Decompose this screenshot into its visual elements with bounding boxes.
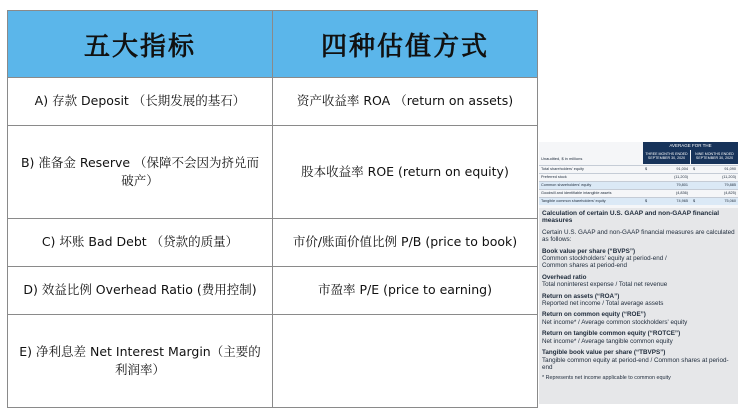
dollar-sign: $ bbox=[645, 167, 648, 171]
nine-month-value: 75,060 bbox=[724, 199, 736, 203]
dollar-sign: $ bbox=[645, 199, 648, 203]
row-label: Common shareholders' equity bbox=[541, 183, 592, 187]
valuation-cell: 股本收益率 ROE (return on equity) bbox=[273, 125, 538, 218]
dollar-sign: $ bbox=[693, 167, 696, 171]
indicator-cell: E) 净利息差 Net Interest Margin（主要的利润率） bbox=[8, 314, 273, 407]
measure-bvps bbox=[542, 248, 736, 270]
row-label: Preferred stock bbox=[541, 175, 567, 179]
three-month-value: (11,203) bbox=[674, 175, 688, 179]
three-months-header: THREE MONTHS ENDED SEPTEMBER 30, 2020 bbox=[643, 150, 690, 164]
unaudited-label: Unaudited, $ in millions bbox=[541, 156, 583, 161]
measure-roa bbox=[542, 293, 736, 308]
measure-formula-line: Reported net income / Total average assets bbox=[542, 300, 664, 308]
measure-roe bbox=[542, 311, 736, 326]
summary-row bbox=[539, 181, 738, 189]
row-label: Goodwill and identifiable intangible assets bbox=[541, 191, 612, 195]
measure-name: Overhead ratio bbox=[542, 273, 587, 281]
valuation-cell: 市盈率 P/E (price to earning) bbox=[273, 266, 538, 314]
three-month-value: 79,801 bbox=[676, 183, 688, 187]
financial-measures-panel bbox=[539, 142, 738, 404]
summary-row bbox=[539, 165, 738, 173]
measures-text bbox=[542, 210, 736, 383]
measure-name: Tangible book value per share (“TBVPS”) bbox=[542, 349, 666, 357]
nine-months-header: NINE MONTHS ENDED SEPTEMBER 30, 2020 bbox=[691, 150, 738, 164]
measure-formula-line: Net income* / Average common stockholders' equity bbox=[542, 318, 688, 326]
table-row bbox=[8, 314, 538, 407]
nine-month-value: (11,203) bbox=[722, 175, 736, 179]
measures-footnote: * Represents net income applicable to common equity bbox=[542, 375, 671, 382]
table-header-row bbox=[8, 11, 538, 78]
average-header: AVERAGE FOR THE bbox=[643, 142, 738, 150]
measure-name: Return on assets (“ROA”) bbox=[542, 292, 620, 300]
three-month-value: 91,004 bbox=[676, 167, 688, 171]
summary-row bbox=[539, 173, 738, 181]
measure-name: Return on common equity (“ROE”) bbox=[542, 311, 646, 319]
table-row bbox=[8, 266, 538, 314]
indicator-table bbox=[7, 10, 538, 408]
indicator-cell: A) 存款 Deposit （长期发展的基石） bbox=[8, 78, 273, 126]
three-month-value: (4,836) bbox=[675, 191, 688, 195]
table-row bbox=[8, 78, 538, 126]
table-row bbox=[8, 125, 538, 218]
equity-summary-table bbox=[539, 142, 738, 208]
measure-name: Book value per share (“BVPS”) bbox=[542, 247, 636, 255]
valuation-cell bbox=[273, 314, 538, 407]
three-month-value: 74,965 bbox=[676, 199, 688, 203]
nine-month-value: 79,885 bbox=[724, 183, 736, 187]
indicator-cell: C) 坏账 Bad Debt （贷款的质量） bbox=[8, 219, 273, 267]
measure-rotce bbox=[542, 330, 736, 345]
measure-name: Return on tangible common equity (“ROTCE”) bbox=[542, 330, 681, 338]
measures-intro: Certain U.S. GAAP and non-GAAP financial measures are calculated as follows: bbox=[542, 228, 735, 244]
measure-formula-line: Net income* / Average tangible common equity bbox=[542, 337, 673, 345]
measure-formula-line: Common shares at period-end bbox=[542, 262, 628, 270]
indicator-cell: D) 效益比例 Overhead Ratio (费用控制) bbox=[8, 266, 273, 314]
valuation-cell: 资产收益率 ROA （return on assets) bbox=[273, 78, 538, 126]
row-label: Tangible common shareholders' equity bbox=[541, 199, 606, 203]
summary-row bbox=[539, 189, 738, 197]
row-label: Total shareholders' equity bbox=[541, 167, 584, 171]
indicator-cell: B) 准备金 Reserve （保障不会因为挤兑而破产） bbox=[8, 125, 273, 218]
measure-formula-line: Tangible common equity at period-end / Common shares at period-end bbox=[542, 356, 729, 371]
table-row bbox=[8, 219, 538, 267]
measure-overhead-ratio bbox=[542, 274, 736, 289]
measure-formula-line: Common stockholders' equity at period-end / bbox=[542, 255, 667, 263]
dollar-sign: $ bbox=[693, 199, 696, 203]
nine-month-value: 91,090 bbox=[724, 167, 736, 171]
measure-formula-line: Total noninterest expense / Total net revenue bbox=[542, 281, 668, 289]
measures-title: Calculation of certain U.S. GAAP and non-GAAP financial measures bbox=[542, 210, 720, 225]
header-four-valuations: 四种估值方式 bbox=[273, 11, 538, 78]
valuation-cell: 市价/账面价值比例 P/B (price to book) bbox=[273, 219, 538, 267]
summary-row bbox=[539, 197, 738, 205]
nine-month-value: (4,825) bbox=[723, 191, 736, 195]
measure-tbvps bbox=[542, 349, 736, 371]
header-five-indicators: 五大指标 bbox=[8, 11, 273, 78]
